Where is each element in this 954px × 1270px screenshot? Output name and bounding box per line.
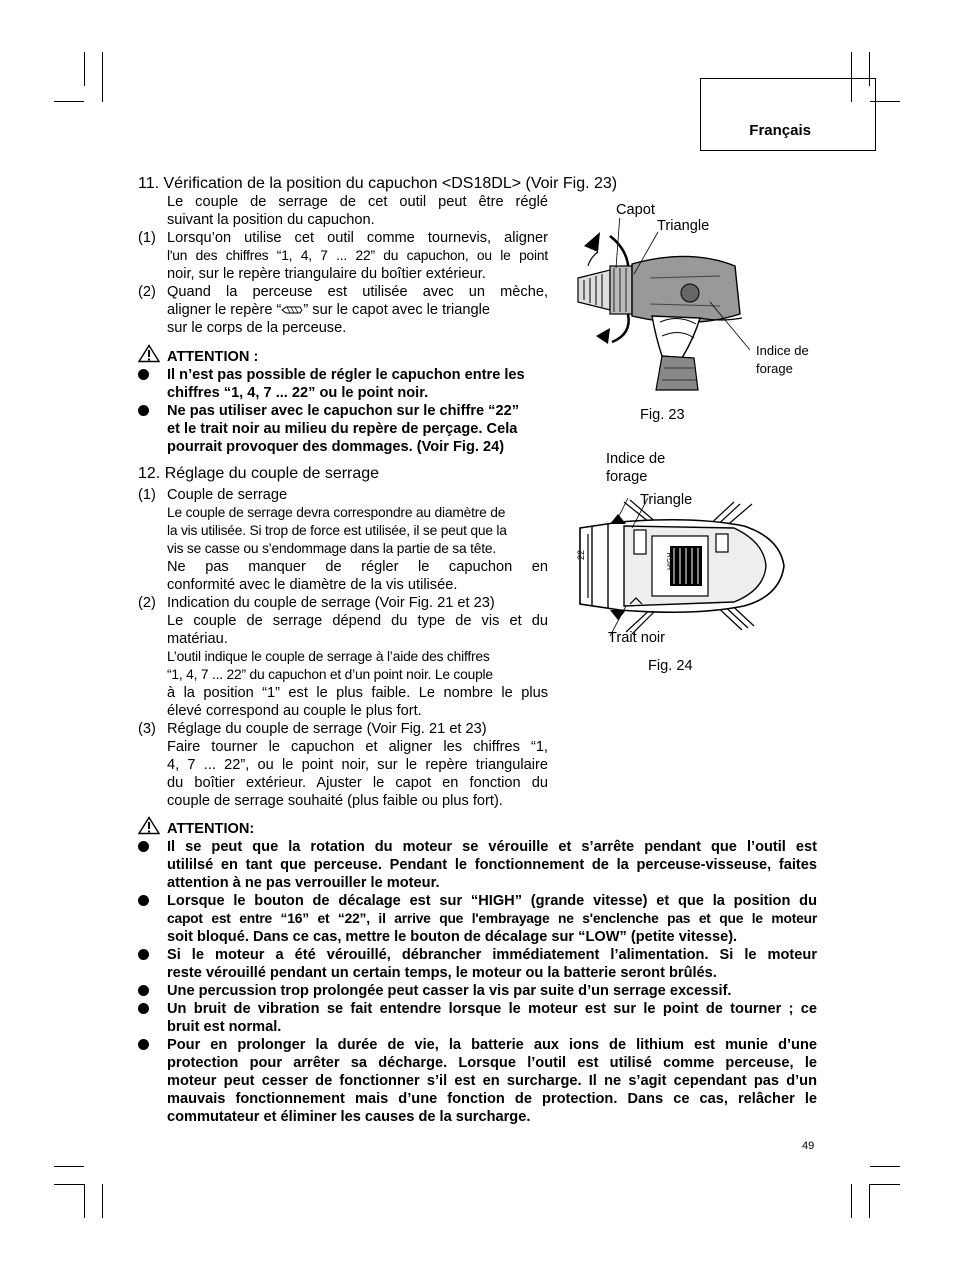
drill-bit-icon: [281, 305, 303, 315]
attention-2-bullet-6-line: protection pour arrêter sa décharge. Lorsque l’outil est utilisé comme perceuse, le: [167, 1055, 817, 1071]
crop-mark: [84, 1184, 85, 1218]
label-indice-de: Indice de: [756, 343, 809, 358]
label-forage: forage: [756, 361, 793, 376]
drill-top-view-illustration: [574, 498, 790, 638]
attention-2-bullet-3-line: Si le moteur a été vérouillé, débrancher immédiatement l’alimentation. Si le moteur: [167, 947, 817, 963]
drill-illustration: [570, 218, 750, 398]
label-capot: Capot: [616, 202, 655, 218]
section-12-item-1-line: Ne pas manquer de régler le capuchon en: [167, 559, 548, 575]
bullet: [138, 405, 149, 416]
crop-mark: [102, 52, 103, 102]
crop-mark: [54, 1184, 84, 1185]
crop-mark: [84, 52, 85, 86]
crop-mark: [870, 1166, 900, 1167]
bullet: [138, 949, 149, 960]
item-2-text: ” sur le capot avec le triangle: [303, 302, 490, 318]
item-number: (2): [138, 284, 156, 300]
section-12-item-2-line: Le couple de serrage dépend du type de vis et du: [167, 613, 548, 629]
attention-2-bullet-2-line: Lorsque le bouton de décalage est sur “HIGH” (grande vitesse) et que la position du: [167, 893, 817, 909]
section-12-item-2-line: Indication du couple de serrage (Voir Fig. 21 et 23): [167, 595, 495, 611]
label-triangle: Triangle: [657, 218, 710, 234]
section-12-item-1-title: Couple de serrage: [167, 487, 288, 503]
attention-2-bullet-5-line: Un bruit de vibration se fait entendre lorsque le moteur est sur le point de tourner ; ce: [167, 1001, 817, 1017]
bullet: [138, 985, 149, 996]
attention-2-bullet-6-line: Pour en prolonger la durée de vie, la batterie aux ions de lithium est munie d’une: [167, 1037, 817, 1053]
label-indice-de: Indice de: [606, 451, 666, 467]
section-12-item-2-line: élevé correspond au couple le plus fort.: [167, 703, 422, 719]
section-12-item-2-line: L’outil indique le couple de serrage à l’aide des chiffres: [167, 649, 490, 664]
attention-label: ATTENTION:: [167, 821, 255, 837]
section-12-item-3-line: Réglage du couple de serrage (Voir Fig. 21 et 23): [167, 721, 487, 737]
crop-mark: [869, 1184, 870, 1218]
section-11-intro-line: Le couple de serrage de cet outil peut être réglé: [167, 194, 548, 210]
attention-label: ATTENTION :: [167, 349, 259, 365]
section-12-item-2-line: à la position “1” est le plus faible. Le nombre le plus: [167, 685, 548, 701]
crop-mark: [54, 1166, 84, 1167]
section-11-item-2-line: Quand la perceuse est utilisée avec un mèche,: [167, 284, 548, 300]
item-2-text: aligner le repère “: [167, 302, 282, 318]
item-number: (1): [138, 230, 156, 246]
section-12-item-1-line: vis se casse ou s’endommage dans la partie de sa tête.: [167, 541, 496, 556]
bullet: [138, 1003, 149, 1014]
section-11-item-1-line: Lorsqu’on utilise cet outil comme tournevis, aligner: [167, 230, 548, 246]
language-label: Français: [749, 122, 811, 139]
attention-2-bullet-3-line: reste vérouillé pendant un certain temps, le moteur ou la batterie seront brûlés.: [167, 965, 717, 981]
bullet: [138, 1039, 149, 1050]
crop-mark: [870, 1184, 900, 1185]
item-number: (3): [138, 721, 156, 737]
label-forage: forage: [606, 469, 648, 485]
section-11-item-1-line: noir, sur le repère triangulaire du boîtier extérieur.: [167, 266, 486, 282]
crop-mark: [54, 101, 84, 102]
section-11-intro-line: suivant la position du capuchon.: [167, 212, 375, 228]
section-11-item-2-line: [167, 301, 548, 319]
item-number: (1): [138, 487, 156, 503]
crop-mark: [851, 1184, 852, 1218]
attention-1-bullet-1-line: Il n’est pas possible de régler le capuchon entre les: [167, 367, 525, 383]
attention-2-bullet-4-line: Une percussion trop prolongée peut casser la vis par suite d’un serrage excessif.: [167, 983, 732, 999]
attention-2-bullet-1-line: utililsé en tant que perceuse. Pendant le fonctionnement de la perceuse-visseuse, faites: [167, 857, 817, 873]
attention-1-bullet-2-line: Ne pas utiliser avec le capuchon sur le chiffre “22”: [167, 403, 520, 419]
section-12-item-1-line: Le couple de serrage devra correspondre au diamètre de: [167, 505, 506, 520]
warning-icon: [138, 344, 160, 363]
attention-1-bullet-1-line: chiffres “1, 4, 7 ... 22” ou le point noir.: [167, 385, 429, 401]
bullet: [138, 895, 149, 906]
mark-22: 22: [576, 549, 586, 560]
label-trait-noir: Trait noir: [608, 630, 666, 646]
attention-2-bullet-1-line: attention à ne pas verrouiller le moteur.: [167, 875, 440, 891]
attention-2-bullet-6-line: mauvais fonctionnement mais d’une fonction de protection. Dans ce cas, relâcher le: [167, 1091, 817, 1107]
section-12-item-1-line: la vis utilisée. Si trop de force est utilisée, il se peut que la: [167, 523, 507, 538]
mark-high: HIGH: [667, 552, 674, 570]
bullet: [138, 369, 149, 380]
section-12-item-3-line: du boîtier extérieur. Ajuster le capot en fonction du: [167, 775, 548, 791]
crop-mark: [102, 1184, 103, 1218]
section-12-title: 12. Réglage du couple de serrage: [138, 465, 380, 482]
attention-2-bullet-6-line: moteur peut cesser de fonctionner s’il est en surcharge. Il ne s’agit cependant pas d’un: [167, 1073, 817, 1089]
attention-2-bullet-2-line: capot est entre “16” et “22”, il arrive que l'embrayage ne s'enclenche pas et que le moteur: [167, 911, 817, 926]
language-tab: [700, 78, 876, 151]
section-12-item-3-line: Faire tourner le capuchon et aligner les chiffres “1,: [167, 739, 548, 755]
attention-2-bullet-1-line: Il se peut que la rotation du moteur se vérouille et s’arrête pendant que l’outil est: [167, 839, 817, 855]
attention-2-bullet-2-line: soit bloqué. Dans ce cas, mettre le bouton de décalage sur “LOW” (petite vitesse).: [167, 929, 738, 945]
section-11-item-2-line: sur le corps de la perceuse.: [167, 320, 347, 336]
page-number: 49: [802, 1140, 815, 1152]
section-11-item-1-line: l'un des chiffres “1, 4, 7 ... 22” du capuchon, ou le point: [167, 248, 548, 263]
item-number: (2): [138, 595, 156, 611]
bullet: [138, 841, 149, 852]
attention-1-bullet-2-line: pourrait provoquer des dommages. (Voir Fig. 24): [167, 439, 505, 455]
figure-caption: Fig. 23: [640, 407, 685, 423]
attention-2-bullet-6-line: commutateur et éliminer les causes de la surcharge.: [167, 1109, 531, 1125]
attention-1-bullet-2-line: et le trait noir au milieu du repère de perçage. Cela: [167, 421, 518, 437]
section-12-item-1-line: conformité avec le diamètre de la vis utilisée.: [167, 577, 458, 593]
section-12-item-2-line: matériau.: [167, 631, 228, 647]
section-12-item-2-line: “1, 4, 7 ... 22” du capuchon et d’un point noir. Le couple: [167, 667, 493, 682]
section-12-item-3-line: couple de serrage souhaité (plus faible ou plus fort).: [167, 793, 503, 809]
warning-icon: [138, 816, 160, 835]
figure-caption: Fig. 24: [648, 658, 693, 674]
label-triangle: Triangle: [640, 492, 693, 508]
section-12-item-3-line: 4, 7 ... 22”, ou le point noir, sur le repère triangulaire: [167, 757, 548, 773]
attention-2-bullet-5-line: bruit est normal.: [167, 1019, 282, 1035]
section-11-title: 11. Vérification de la position du capuchon <DS18DL> (Voir Fig. 23): [138, 175, 618, 192]
